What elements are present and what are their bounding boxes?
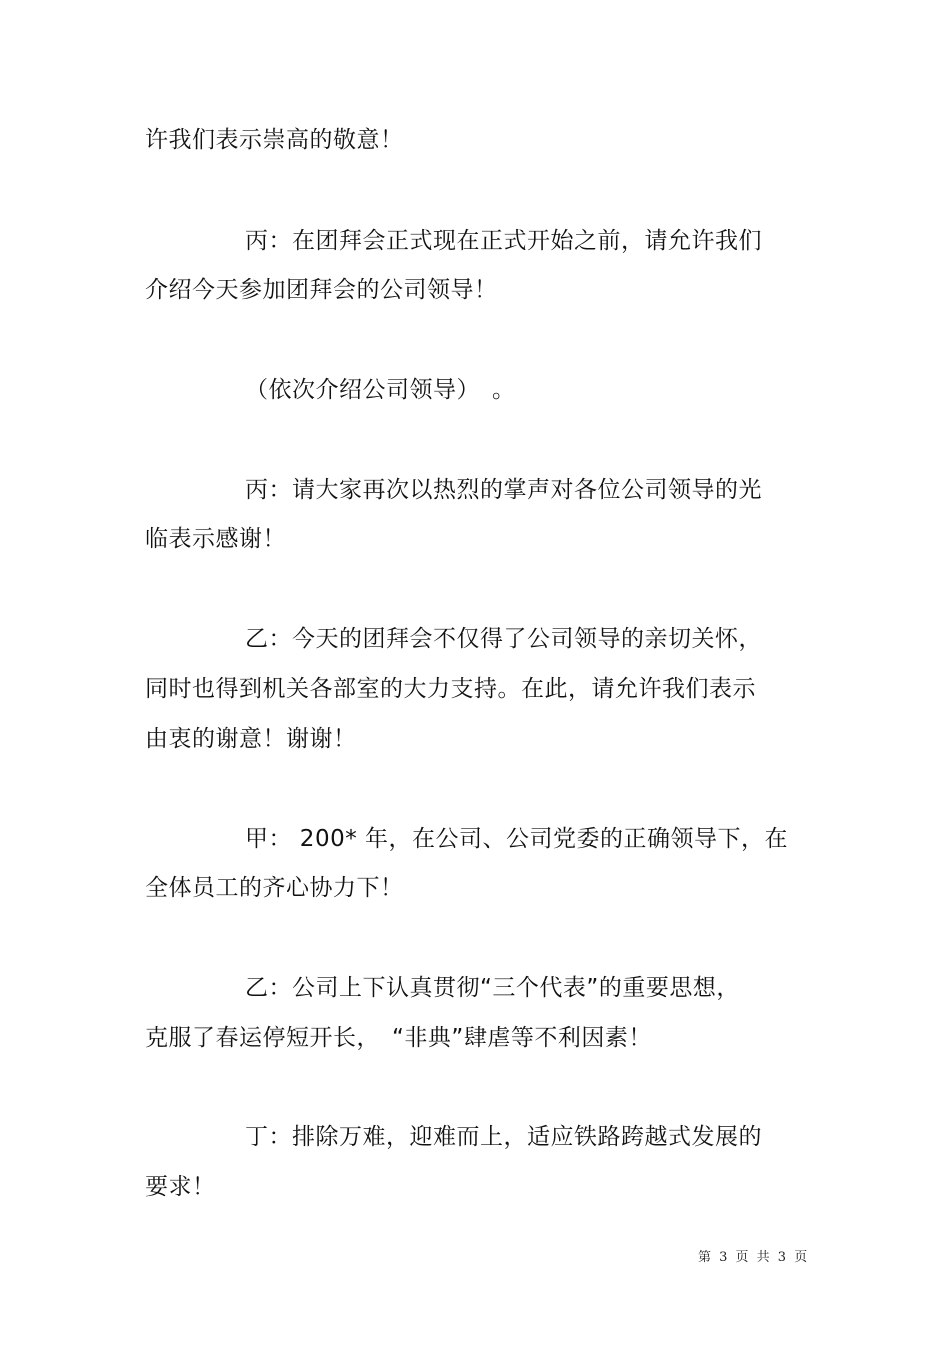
text-line: 丙：请大家再次以热烈的掌声对各位公司领导的光	[245, 477, 762, 503]
text-line: 丙：在团拜会正式现在正式开始之前，请允许我们	[245, 228, 762, 254]
text-line: 同时也得到机关各部室的大力支持。在此，请允许我们表示	[145, 676, 756, 702]
page-number-footer: 第 3 页 共 3 页	[698, 1250, 808, 1265]
text-line: 乙：今天的团拜会不仅得了公司领导的亲切关怀，	[245, 626, 762, 652]
text-line: 乙：公司上下认真贯彻“三个代表”的重要思想，	[245, 975, 740, 1001]
text-line: 甲： 200* 年，在公司、公司党委的正确领导下，在	[245, 826, 789, 852]
text-line: 全体员工的齐心协力下！	[145, 875, 404, 901]
text-line: 介绍今天参加团拜会的公司领导！	[145, 277, 498, 303]
text-line: 克服了春运停短开长， “非典”肆虐等不利因素！	[145, 1025, 652, 1051]
text-line: 要求！	[145, 1174, 216, 1200]
text-line: 由衷的谢意！谢谢！	[145, 726, 357, 752]
text-line: 许我们表示崇高的敬意！	[145, 127, 404, 153]
text-line: 丁：排除万难，迎难而上，适应铁路跨越式发展的	[245, 1124, 762, 1150]
text-line: 临表示感谢！	[145, 526, 286, 552]
text-line: （依次介绍公司领导） 。	[245, 377, 516, 403]
